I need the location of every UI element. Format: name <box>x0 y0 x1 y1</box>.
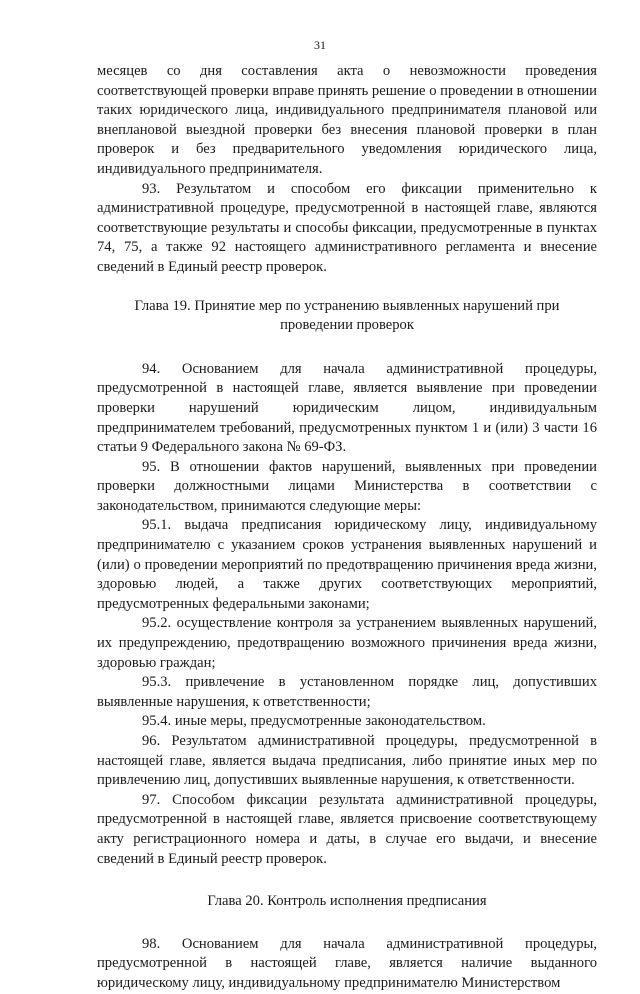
paragraph-93: 93. Результатом и способом его фиксации применительно к административной процедуре, предусмотренной в настоящей главе, являются соответствующие результаты и способы фиксации, предусмотренные в пунктах 74, 75, а также 92 настоящего административного регламента и внесение сведений в Единый реестр проверок. <box>97 180 597 275</box>
document-body <box>97 62 597 994</box>
chapter-19-heading-line-1: Глава 19. Принятие мер по устранению выявленных нарушений при <box>134 297 560 314</box>
chapter-19-heading-line-2: проведении проверок <box>280 317 414 334</box>
paragraph-95-1: 95.1. выдача предписания юридическому лицу, индивидуальному предпринимателю с указанием сроков устранения выявленных нарушений и (или) о проведении мероприятий по предотвращению причинения вреда жизни, здоровью людей, а также других соответствующих мероприятий, предусмотренных федеральными законами; <box>97 517 597 612</box>
paragraph-95-2: 95.2. осуществление контроля за устранением выявленных нарушений, их предупреждению, предотвращению возможного причинения вреда жизни, здоровью граждан; <box>97 615 597 671</box>
paragraph-94: 94. Основанием для начала административной процедуры, предусмотренной в настоящей главе, является выявление при проведении проверки нарушений юридическим лицом, индивидуальным предпринимателем требований, предусмотренных пунктом 1 и (или) 3 части 16 статьи 9 Федерального закона № 69-ФЗ. <box>97 360 597 456</box>
paragraph-97: 97. Способом фиксации результата административной процедуры, предусмотренной в настоящей главе, является присвоение соответствующему акту регистрационного номера и даты, в случае его выдачи, и внесение сведений в Единый реестр проверок. <box>97 791 597 867</box>
paragraph-95: 95. В отношении фактов нарушений, выявленных при проведении проверки должностными лицами Министерства в соответствии с законодательством, принимаются следующие меры: <box>97 458 597 514</box>
page-number: 31 <box>314 38 326 52</box>
paragraph-95-3: 95.3. привлечение в установленном порядке лиц, допустивших выявленные нарушения, к ответственности; <box>97 674 597 710</box>
paragraph-96: 96. Результатом административной процедуры, предусмотренной в настоящей главе, является выдача предписания, либо принятие иных мер по привлечению лиц, допустивших выявленные нарушения, к ответственности. <box>97 733 597 789</box>
chapter-20-heading: Глава 20. Контроль исполнения предписания <box>207 893 487 910</box>
chapter-19-heading <box>97 297 597 336</box>
paragraph-continuation: месяцев со дня составления акта о невозможности проведения соответствующей проверки вправе принять решение о проведении в отношении таких юридического лица, индивидуального предпринимателя плановой или внеплановой выездной проверки без внесения плановой проверки в план проверок и без предварительного уведомления юридического лица, индивидуального предпринимателя. <box>97 63 597 177</box>
paragraph-95-4: 95.4. иные меры, предусмотренные законодательством. <box>142 713 486 730</box>
paragraph-98: 98. Основанием для начала административной процедуры, предусмотренной в настоящей главе, является наличие выданного юридическому лицу, индивидуальному предпринимателю Министерством <box>97 935 597 991</box>
